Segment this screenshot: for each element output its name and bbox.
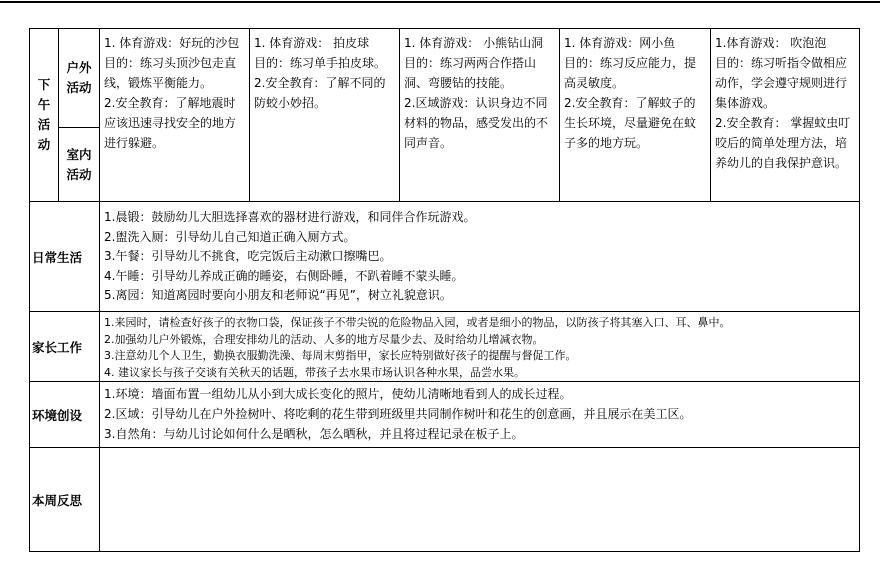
parent-work-row bbox=[30, 312, 860, 382]
daily-life-row bbox=[30, 202, 860, 312]
afternoon-outdoor-row bbox=[30, 29, 860, 128]
day-cell-wednesday: 1. 体育游戏： 小熊钻山洞 目的：练习两两合作搭山洞、弯腰钻的技能。 2.区域游戏：认识身边不同材料的物品，感受发出的不同声音。 bbox=[400, 29, 560, 202]
reflection-header: 本周反思 bbox=[30, 448, 100, 552]
daily-life-content: 1.晨锻：鼓励幼儿大胆选择喜欢的器材进行游戏，和同伴合作玩游戏。 2.盥洗入厕：引导幼儿自己知道正确入厕方式。 3.午餐：引导幼儿不挑食，吃完饭后主动漱口擦嘴巴。 4.午睡：引导幼儿养成正确的睡姿，右侧卧睡，不趴着睡不蒙头睡。 5.离园：知道离园时要向小朋友和老师说“再见”，树立礼貌意识。 bbox=[100, 202, 860, 312]
parent-work-content: 1.来园时，请检查好孩子的衣物口袋，保证孩子不带尖锐的危险物品入园，或者是细小的物品，以防孩子将其塞入口、耳、鼻中。 2.加强幼儿户外锻炼，合理安排幼儿的活动、人多的地方尽量少去、及时给幼儿增减衣物。 3.注意幼儿个人卫生，勤换衣服勤洗澡、每周末剪指甲，家长应特别做好孩子的提醒与督促工作。 4. 建议家长与孩子交谈有关秋天的话题，带孩子去水果市场认识各种水果，品尝水果。 bbox=[100, 312, 860, 382]
weekly-plan-table bbox=[29, 28, 860, 552]
reflection-row bbox=[30, 448, 860, 552]
indoor-activities-header: 室内 活动 bbox=[59, 128, 100, 202]
day-cell-thursday: 1. 体育游戏：网小鱼 目的：练习反应能力，提高灵敏度。 2.安全教育：了解蚊子的生长环境，尽量避免在蚊子多的地方玩。 bbox=[560, 29, 711, 202]
daily-life-header: 日常生活 bbox=[30, 202, 100, 312]
top-border-line bbox=[0, 1, 880, 3]
environment-header: 环境创设 bbox=[30, 382, 100, 448]
parent-work-header: 家长工作 bbox=[30, 312, 100, 382]
afternoon-activities-header: 下 午 活 动 bbox=[30, 29, 59, 202]
environment-content: 1.环境：墙面布置一组幼儿从小到大成长变化的照片，使幼儿清晰地看到人的成长过程。 2.区域：引导幼儿在户外捡树叶、将吃剩的花生带到班级里共同制作树叶和花生的创意画，并且展示在美工区。 3.自然角：与幼儿讨论如何什么是晒秋，怎么晒秋，并且将过程记录在板子上。 bbox=[100, 382, 860, 448]
reflection-content[interactable] bbox=[100, 448, 860, 552]
outdoor-activities-header: 户外 活动 bbox=[59, 29, 100, 128]
day-cell-friday: 1.体育游戏： 吹泡泡 目的：练习听指令做相应动作，学会遵守规则进行集体游戏。 2.安全教育： 掌握蚊虫叮咬后的简单处理方法，培养幼儿的自我保护意识。 bbox=[711, 29, 860, 202]
environment-row bbox=[30, 382, 860, 448]
day-cell-tuesday: 1. 体育游戏： 拍皮球 目的：练习单手拍皮球。 2.安全教育：了解不同的防蛟小妙招。 bbox=[250, 29, 400, 202]
day-cell-monday: 1. 体育游戏：好玩的沙包 目的：练习头顶沙包走直线，锻炼平衡能力。 2.安全教育：了解地震时应该迅速寻找安全的地方进行躲避。 bbox=[100, 29, 250, 202]
